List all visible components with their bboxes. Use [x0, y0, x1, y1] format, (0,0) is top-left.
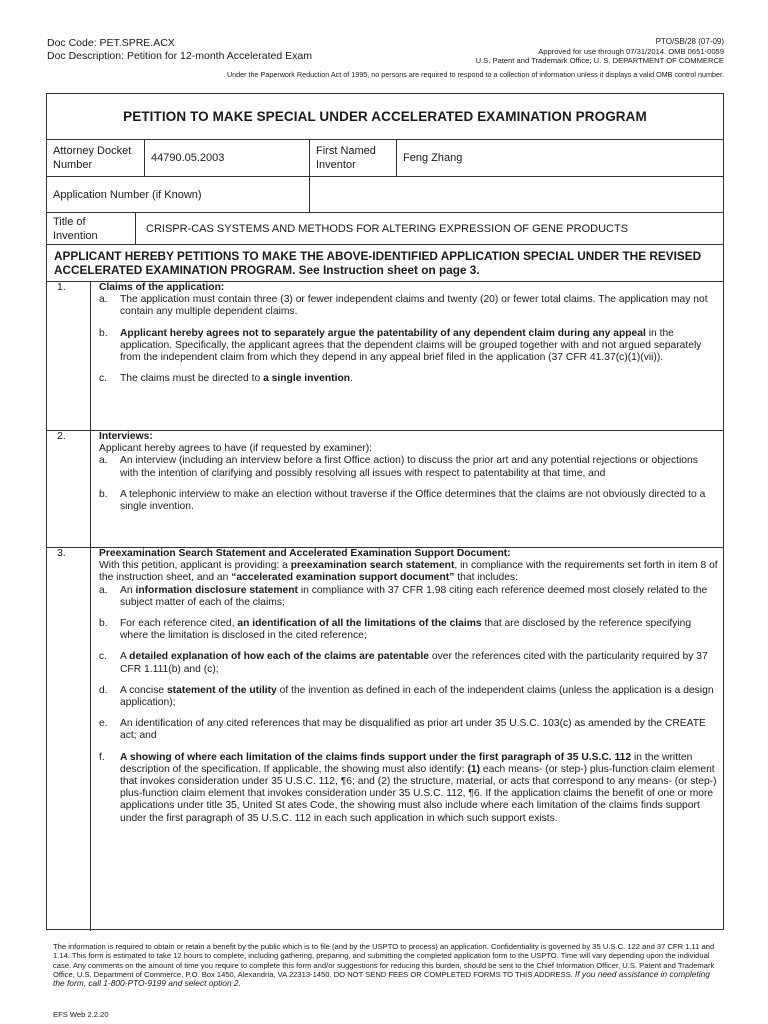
- item-text: The application must contain three (3) or fewer independent claims and twenty (20) or fewer total claims. The application may not contain any multiple dependent claims.: [120, 294, 708, 318]
- item-letter: a.: [99, 584, 108, 596]
- burden-text: The information is required to obtain or retain a benefit by the public which is to file (and by the USPTO to process) an application. Confidentiality is governed by 35 U.S.C. 122 and 37 CFR 1.11 and 1.14. This form is estimated to take 12 hours to complete, including gathering, preparing, and submitting the completed application form to the USPTO. Time will vary depending upon the individual case. Any comments on the amount of time you require to complete this form and/or suggestions for reducing this burden, should be sent to the Chief Information Officer, U.S. Patent and Trademark Office, U.S. Department of Commerce, P.O. Box 1450, Alexandria, VA 22313-1450. DO NOT SEND FEES OR COMPLETED FORMS TO THIS ADDRESS.: [53, 942, 715, 979]
- section-intro: Applicant hereby agrees to have (if requested by examiner):: [99, 443, 373, 455]
- inventor-value-field[interactable]: Feng Zhang: [403, 152, 463, 164]
- list-item: a. An information disclosure statement in compliance with 37 CFR 1.98 citing each reference deemed most closely related to the subject matter of each of the claims;: [99, 584, 708, 608]
- paperwork-notice: Under the Paperwork Reduction Act of 1995, no persons are required to respond to a collection of information unless it displays a valid OMB control number.: [226, 70, 724, 79]
- docket-label: Attorney Docket Number: [47, 140, 145, 176]
- petition-statement: APPLICANT HEREBY PETITIONS TO MAKE THE ABOVE-IDENTIFIED APPLICATION SPECIAL UNDER THE REVISED ACCELERATED EXAMINATION PROGRAM. See Instruction sheet on page 3.: [47, 245, 723, 282]
- invention-title-field[interactable]: CRISPR-CAS SYSTEMS AND METHODS FOR ALTERING EXPRESSION OF GENE PRODUCTS: [146, 222, 629, 235]
- list-item: [99, 489, 719, 513]
- item-text: An interview (including an interview before a first Office action) to discuss the prior art and any potential rejections or objections with the intention of clarifying and possibly resolving all issues with respect to patentability at that time, and: [120, 455, 698, 479]
- doc-code: Doc Code: PET.SPRE.ACX: [47, 37, 175, 49]
- form-title: PETITION TO MAKE SPECIAL UNDER ACCELERATED EXAMINATION PROGRAM: [47, 94, 723, 140]
- invention-title-label: Title of Invention: [47, 213, 136, 244]
- item-bold-text: Applicant hereby agrees not to separately argue the patentability of any dependent claim during any appeal: [120, 327, 646, 339]
- item-letter: b.: [99, 618, 108, 630]
- application-number-row: [47, 177, 723, 213]
- section-interviews: [47, 431, 723, 548]
- list-item: [99, 718, 719, 742]
- agency-line: U.S. Patent and Trademark Office; U. S. DEPARTMENT OF COMMERCE: [475, 56, 724, 66]
- omb-approval: Approved for use through 07/31/2014. OMB 0651-0059: [538, 46, 724, 56]
- list-item: c. A detailed explanation of how each of the claims are patentable over the references cited with the particularity required by 37 CFR 1.111(b) and (c);: [99, 651, 708, 675]
- section-number: 3.: [47, 548, 91, 931]
- docket-value-field[interactable]: 44790.05.2003: [145, 140, 310, 176]
- list-item: f. A showing of where each limitation of the claims finds support under the first paragraph of 35 U.S.C. 112 in the written description of the specification. If applicable, the showing must also identify: (1) each means- (or step-) plus-function claim element that invokes consideration under 35 U.S.C. 112, ¶6; and (2) the structure, material, or acts that correspond to any means- (or step-) plus-function claim element that invokes consideration under 35 U.S.C. 112, ¶6. If the application claims the benefit of one or more applications under title 35, United St ates Code, the showing must also include where each limitation of the claims finds support under the first paragraph of 35 U.S.C. 112 in each such application in which such support exists.: [99, 751, 717, 824]
- application-number-field[interactable]: [310, 177, 723, 212]
- section-heading: Preexamination Search Statement and Accelerated Examination Support Document:: [99, 548, 511, 559]
- item-letter: f.: [99, 751, 105, 763]
- invention-title-row: [47, 213, 723, 245]
- application-number-label: Application Number (if Known): [47, 177, 310, 212]
- item-text: The claims must be directed to: [120, 373, 264, 385]
- section-claims: [47, 282, 723, 431]
- item-text: A telephonic interview to make an election without traverse if the Office determines that the claims are not obviously directed to a single invention.: [120, 488, 706, 513]
- item-text: in the application. Specifically, the applicant agrees that the dependent claims will be grouped together with and not argued separately from the independent claim from which they depend in any appeal brief filed in the application (37 CFR 41.37(c)(1)(vii)).: [120, 327, 702, 364]
- item-text: .: [350, 373, 353, 385]
- document-header-left: [47, 37, 312, 63]
- section-search-statement: [47, 548, 723, 931]
- section-intro: With this petition, applicant is providing: a preexamination search statement, in compliance with the requirements set forth in item 8 of the instruction sheet, and an “accelerated examination support document” that includes:: [99, 560, 718, 584]
- item-letter: b.: [99, 488, 108, 500]
- item-letter: b.: [99, 327, 108, 339]
- docket-inventor-row: [47, 140, 723, 177]
- item-letter: c.: [99, 373, 108, 385]
- list-item: b. For each reference cited, an identification of all the limitations of the claims that are disclosed by the reference specifying where the limitation is disclosed in the cited reference;: [99, 618, 692, 642]
- section-number: 2.: [47, 431, 91, 547]
- list-item: [99, 455, 719, 479]
- section-number: 1.: [47, 282, 91, 430]
- doc-description: Doc Description: Petition for 12-month Accelerated Exam: [47, 50, 312, 62]
- item-letter: a.: [99, 455, 108, 467]
- item-letter: d.: [99, 684, 108, 696]
- item-text: An identification of any cited references that may be disqualified as prior art under 35 U.S.C. 103(c) as amended by the CREATE act; and: [120, 718, 706, 742]
- form-id: PTO/SB/28 (07-09): [655, 37, 724, 46]
- item-letter: e.: [99, 718, 108, 730]
- list-item: [99, 373, 719, 385]
- efs-version: EFS Web 2.2.20: [53, 1010, 109, 1019]
- assistance-text: If you need assistance in completing the form, call 1-800-PTO-9199 and select option 2.: [53, 968, 710, 989]
- inventor-label: First Named Inventor: [310, 140, 397, 176]
- petition-form: [46, 93, 724, 930]
- item-bold-text: a single invention: [263, 373, 351, 385]
- document-header-right: [476, 37, 724, 66]
- item-letter: c.: [99, 651, 108, 663]
- list-item: [99, 328, 719, 365]
- item-letter: a.: [99, 294, 108, 306]
- section-heading: Claims of the application:: [99, 282, 225, 293]
- list-item: [99, 294, 719, 318]
- burden-statement: [53, 942, 718, 988]
- section-heading: Interviews:: [99, 431, 153, 442]
- list-item: d. A concise statement of the utility of the invention as defined in each of the independent claims (unless the application is a design application);: [99, 684, 714, 709]
